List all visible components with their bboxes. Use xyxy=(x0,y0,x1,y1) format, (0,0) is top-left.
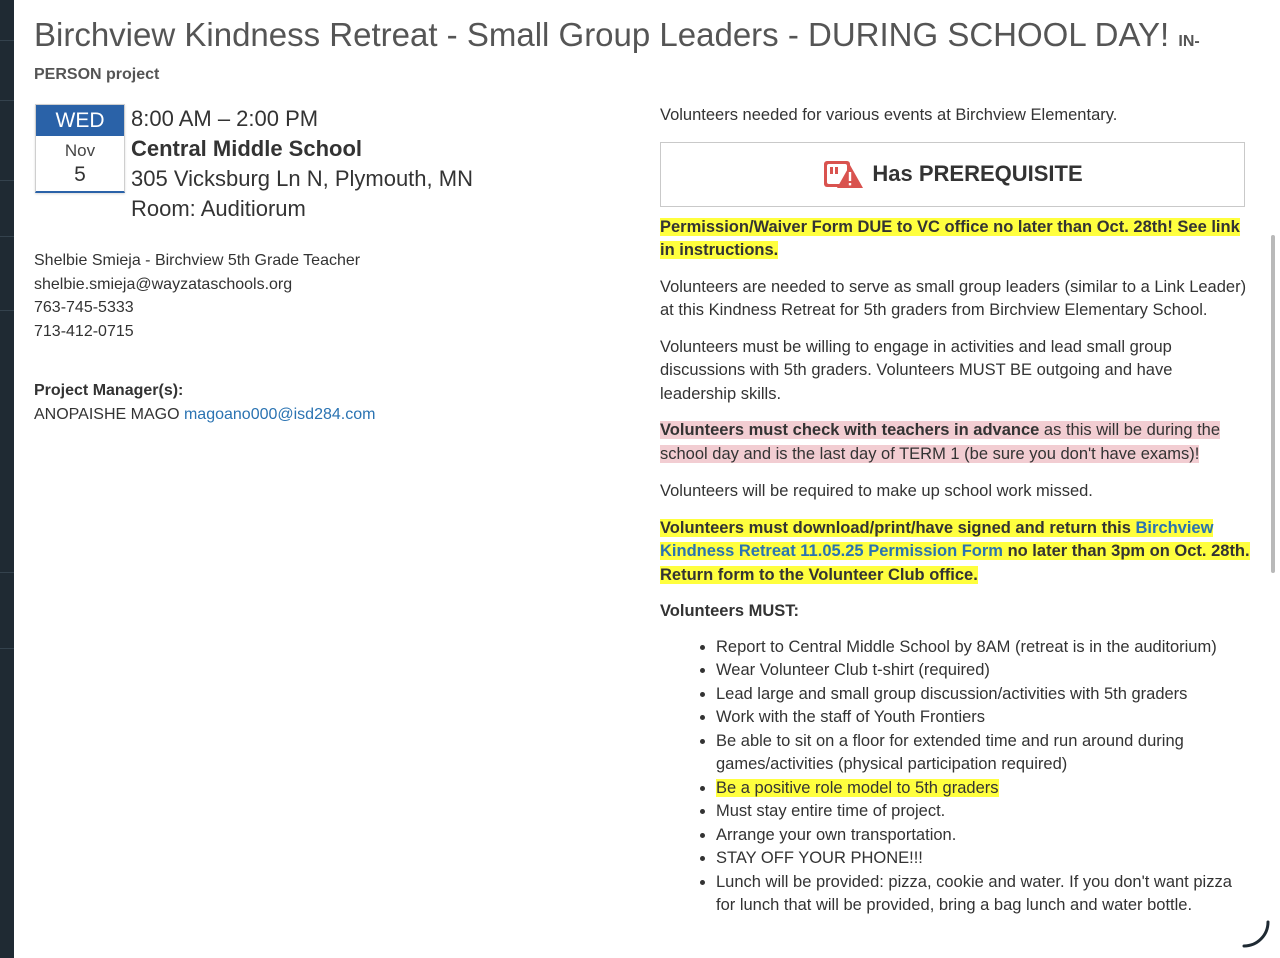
list-item: • Must stay entire time of project. xyxy=(716,800,1250,824)
loading-spinner-icon xyxy=(1240,918,1272,950)
list-item: • Lead large and small group discussion/activities with 5th graders xyxy=(716,683,1250,707)
must-list xyxy=(660,636,1250,918)
download-instructions-pre: Volunteers must download/print/have signed and return this xyxy=(660,518,1136,537)
permission-deadline-note: Permission/Waiver Form DUE to VC office no later than Oct. 28th! See link in instructions. xyxy=(660,217,1240,259)
list-item: • Be able to sit on a floor for extended time and run around during games/activities (physical participation required) xyxy=(716,730,1250,777)
contact-name: Shelbie Smieja - Birchview 5th Grade Teacher xyxy=(34,252,361,269)
event-location: Central Middle School xyxy=(131,136,363,161)
list-item: • Wear Volunteer Club t-shirt (required) xyxy=(716,659,1250,683)
contact-phone-1: 763-745-5333 xyxy=(34,299,134,316)
prerequisite-banner xyxy=(660,142,1245,207)
event-room: Room: Auditiorum xyxy=(131,196,306,221)
contact-phone-2: 713-412-0715 xyxy=(34,322,134,340)
left-sidebar-strip xyxy=(0,0,14,958)
download-instructions-post: no later than 3pm on Oct. 28th. Return form to the Volunteer Club office. xyxy=(660,542,1250,584)
prerequisite-label: Has PREREQUISITE xyxy=(872,161,1083,187)
vertical-scrollbar[interactable] xyxy=(1271,235,1275,573)
makeup-work-note: Volunteers will be required to make up school work missed. xyxy=(660,482,1093,500)
title-tag: IN- xyxy=(1178,33,1200,50)
date-badge xyxy=(35,104,125,193)
list-item xyxy=(716,777,1250,801)
title-text: Birchview Kindness Retreat - Small Group Leaders - DURING SCHOOL DAY! xyxy=(34,16,1170,53)
list-item: • Lunch will be provided: pizza, cookie and water. If you don't want pizza for lunch that will be provided, bring a bag lunch and water bottle. xyxy=(716,871,1250,918)
page-title xyxy=(34,14,1234,63)
prerequisite-warning-icon xyxy=(822,159,864,189)
date-day: 5 xyxy=(74,163,86,186)
contact-email: shelbie.smieja@wayzataschools.org xyxy=(34,275,293,293)
list-item: • Arrange your own transportation. xyxy=(716,824,1250,848)
project-manager-email-link[interactable]: magoano000@isd284.com xyxy=(183,405,376,423)
title-tag-continued: PERSON project xyxy=(34,66,160,83)
teacher-check-bold: Volunteers must check with teachers in advance xyxy=(660,421,1040,439)
project-manager-label: Project Manager(s): xyxy=(34,382,184,399)
permission-form-link[interactable]: Birchview Kindness Retreat 11.05.25 Permission Form xyxy=(660,518,1214,560)
description-paragraph-1: Volunteers are needed to serve as small group leaders (similar to a Link Leader) at this Kindness Retreat for 5th graders from Birchview Elementary School. xyxy=(660,277,1247,319)
contact-info xyxy=(34,249,360,343)
list-item: • Report to Central Middle School by 8AM (retreat is in the auditorium) xyxy=(716,636,1250,660)
event-details xyxy=(131,104,473,224)
teacher-check-rest: as this will be during the school day and is the last day of TERM 1 (be sure you don't have exams)! xyxy=(660,421,1221,463)
project-manager xyxy=(34,379,375,426)
date-month: Nov xyxy=(64,141,96,160)
role-model-highlight: Be a positive role model to 5th graders xyxy=(716,778,999,797)
event-time: 8:00 AM – 2:00 PM xyxy=(131,106,319,131)
list-item: • Work with the staff of Youth Frontiers xyxy=(716,706,1250,730)
description-paragraph-2: Volunteers must be willing to engage in activities and lead small group discussions with 5th graders. Volunteers MUST BE outgoing and have leadership skills. xyxy=(660,337,1173,403)
project-manager-name: ANOPAISHE MAGO xyxy=(34,405,180,423)
must-heading: Volunteers MUST: xyxy=(660,602,800,620)
event-address: 305 Vicksburg Ln N, Plymouth, MN xyxy=(131,166,473,191)
date-weekday: WED xyxy=(36,105,124,136)
intro-text: Volunteers needed for various events at Birchview Elementary. xyxy=(660,106,1118,124)
list-item: • STAY OFF YOUR PHONE!!! xyxy=(716,847,1250,871)
description-panel xyxy=(660,104,1250,918)
